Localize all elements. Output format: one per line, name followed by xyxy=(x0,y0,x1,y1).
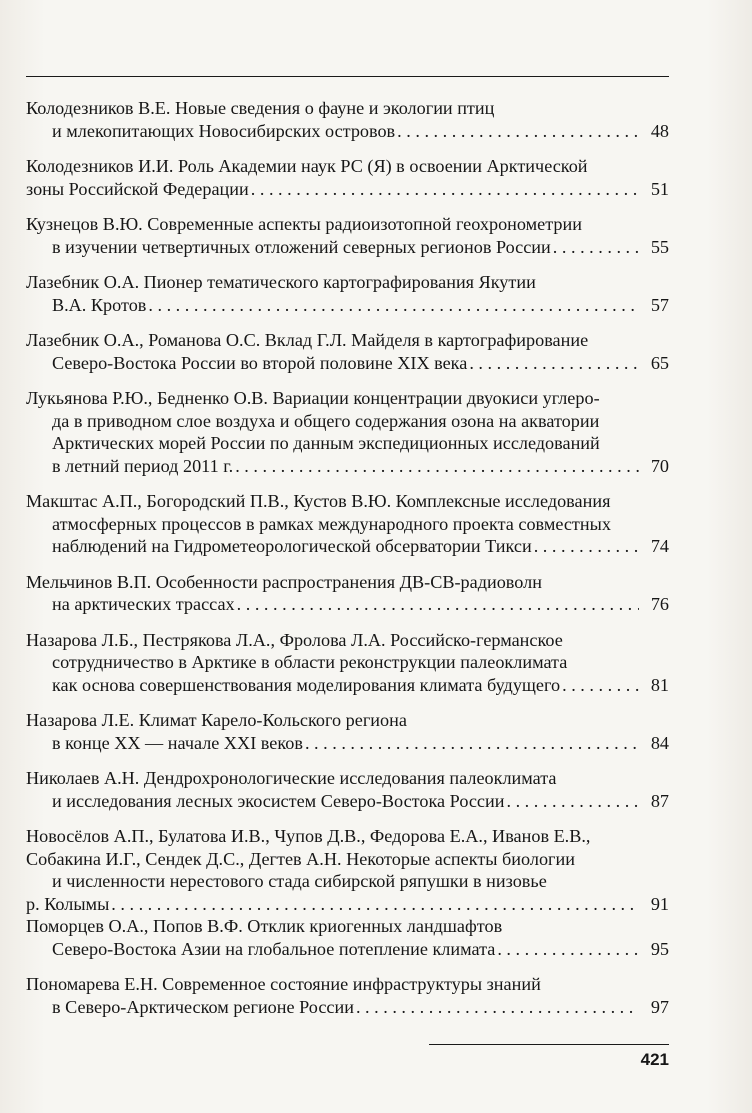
toc-entry-line: Лазебник О.А. Пионер тематического картографирования Якутии xyxy=(26,272,536,292)
toc-page-number: 48 xyxy=(650,120,669,141)
footer-divider xyxy=(429,1044,669,1045)
toc-entry-line: да в приводном слое воздуха и общего содержания озона на акватории xyxy=(52,410,600,431)
toc-page-number: 55 xyxy=(650,236,669,257)
toc-entry-line: Поморцев О.А., Попов В.Ф. Отклик криогенных ландшафтов xyxy=(26,916,503,936)
dot-leader xyxy=(504,790,639,813)
toc-entry-last-line xyxy=(26,938,669,961)
dot-leader xyxy=(109,893,639,916)
toc-entry-line: Назарова Л.Е. Климат Карело-Кольского региона xyxy=(26,710,407,730)
toc-entry-line: Назарова Л.Б., Пестрякова Л.А., Фролова Л.А. Российско-германское xyxy=(26,629,563,650)
dot-leader xyxy=(303,732,639,755)
toc-entry xyxy=(26,97,669,142)
dot-leader xyxy=(249,178,639,201)
toc-entry-line: и численности нерестового стада сибирской ряпушки в низовье xyxy=(52,871,547,891)
toc-entry-line: Лазебник О.А., Романова О.С. Вклад Г.Л. Майделя в картографирование xyxy=(26,330,589,350)
toc-entry xyxy=(26,973,669,1018)
toc-entry xyxy=(26,767,669,812)
toc-entry-line: Собакина И.Г., Сендек Д.С., Дегтев А.Н. Некоторые аспекты биологии xyxy=(26,848,575,869)
toc-entry-line: Новосёлов А.П., Булатова И.В., Чупов Д.В., Федорова Е.А., Иванов Е.В., xyxy=(26,826,591,846)
toc-entry xyxy=(26,329,669,374)
toc-entry-last-line xyxy=(26,178,669,201)
toc-entry-last-line xyxy=(26,236,669,259)
toc-entry-text: и исследования лесных экосистем Северо-Востока России xyxy=(52,790,505,811)
toc-entry-last-line xyxy=(26,593,669,616)
toc-entry-line: Мельчинов В.П. Особенности распространения ДВ-СВ-радиоволн xyxy=(26,571,542,592)
toc-entry-line: Лукьянова Р.Ю., Бедненко О.В. Вариации концентрации двуокиси углеро- xyxy=(26,388,600,408)
toc-page-number: 95 xyxy=(650,938,669,959)
toc-entry xyxy=(26,825,669,915)
table-of-contents xyxy=(26,97,669,1031)
toc-page-number: 74 xyxy=(650,536,669,556)
toc-page-number: 70 xyxy=(650,455,669,476)
toc-entry-line: сотрудничество в Арктике в области реконструкции палеоклимата xyxy=(52,652,568,672)
toc-page-number: 76 xyxy=(650,594,669,614)
toc-entry-last-line xyxy=(26,893,669,916)
toc-entry-last-line xyxy=(26,674,669,697)
toc-entry xyxy=(26,629,669,697)
toc-entry-line: Арктических морей России по данным экспедиционных исследований xyxy=(52,433,600,453)
toc-entry-last-line xyxy=(26,732,669,755)
toc-page-number: 65 xyxy=(650,352,669,373)
toc-entry-line: Николаев А.Н. Дендрохронологические исследования палеоклимата xyxy=(26,768,557,788)
toc-entry-line: Колодезников И.И. Роль Академии наук РС (Я) в освоении Арктической xyxy=(26,156,588,176)
toc-entry xyxy=(26,490,669,558)
toc-page-number: 51 xyxy=(650,178,669,199)
toc-entry-text: и млекопитающих Новосибирских островов xyxy=(52,120,396,141)
toc-entry xyxy=(26,213,669,258)
toc-entry-text: зоны Российской Федерации xyxy=(26,178,249,199)
toc-page-number: 91 xyxy=(650,893,669,914)
toc-entry-line: атмосферных процессов в рамках международного проекта совместных xyxy=(52,513,611,534)
toc-entry-text: в Северо-Арктическом регионе России xyxy=(52,996,354,1017)
dot-leader xyxy=(560,674,639,697)
toc-page-number: 84 xyxy=(650,732,669,753)
toc-entry-last-line xyxy=(26,294,669,317)
dot-leader xyxy=(532,535,639,558)
toc-page-number: 87 xyxy=(650,790,669,811)
toc-entry-last-line xyxy=(26,455,669,478)
toc-entry-last-line xyxy=(26,996,669,1019)
toc-entry-text: наблюдений на Гидрометеорологической обсерватории Тикси xyxy=(52,536,532,556)
dot-leader xyxy=(233,455,639,478)
page-number: 421 xyxy=(640,1050,669,1069)
dot-leader xyxy=(395,120,639,143)
toc-entry-text: в изучении четвертичных отложений северных регионов России xyxy=(52,236,551,257)
toc-entry-last-line xyxy=(26,790,669,813)
toc-entry xyxy=(26,387,669,477)
dot-leader xyxy=(551,236,639,259)
toc-entry xyxy=(26,709,669,754)
toc-entry-line: Колодезников В.Е. Новые сведения о фауне и экологии птиц xyxy=(26,98,495,118)
toc-entry xyxy=(26,271,669,316)
toc-entry-text: как основа совершенствования моделирования климата будущего xyxy=(52,674,561,695)
toc-entry-last-line xyxy=(26,535,669,558)
toc-entry-text: в конце XX — начале XXI веков xyxy=(52,732,303,753)
toc-entry-line: Кузнецов В.Ю. Современные аспекты радиоизотопной геохронометрии xyxy=(26,214,582,234)
toc-page-number: 57 xyxy=(650,294,669,315)
toc-entry-text: р. Колымы xyxy=(26,893,110,914)
toc-entry xyxy=(26,571,669,616)
toc-entry-line: Пономарева Е.Н. Современное состояние инфраструктуры знаний xyxy=(26,974,541,994)
dot-leader xyxy=(354,996,639,1019)
toc-page-number: 81 xyxy=(650,674,669,695)
dot-leader xyxy=(146,294,639,317)
toc-entry-line: Макштас А.П., Богородский П.В., Кустов В.Ю. Комплексные исследования xyxy=(26,491,611,511)
toc-entry xyxy=(26,155,669,200)
toc-entry-text: на арктических трассах xyxy=(52,594,235,614)
dot-leader xyxy=(467,352,639,375)
dot-leader xyxy=(235,593,639,616)
toc-entry-text: Северо-Востока Азии на глобальное потепление климата xyxy=(52,938,496,959)
toc-entry-last-line xyxy=(26,352,669,375)
top-divider xyxy=(26,76,669,77)
toc-entry-text: В.А. Кротов xyxy=(52,294,147,315)
toc-entry-text: в летний период 2011 г. xyxy=(52,455,234,476)
toc-entry-text: Северо-Востока России во второй половине XIX века xyxy=(52,352,468,373)
toc-entry-last-line xyxy=(26,120,669,143)
toc-page-number: 97 xyxy=(650,996,669,1017)
dot-leader xyxy=(495,938,639,961)
toc-entry xyxy=(26,915,669,960)
